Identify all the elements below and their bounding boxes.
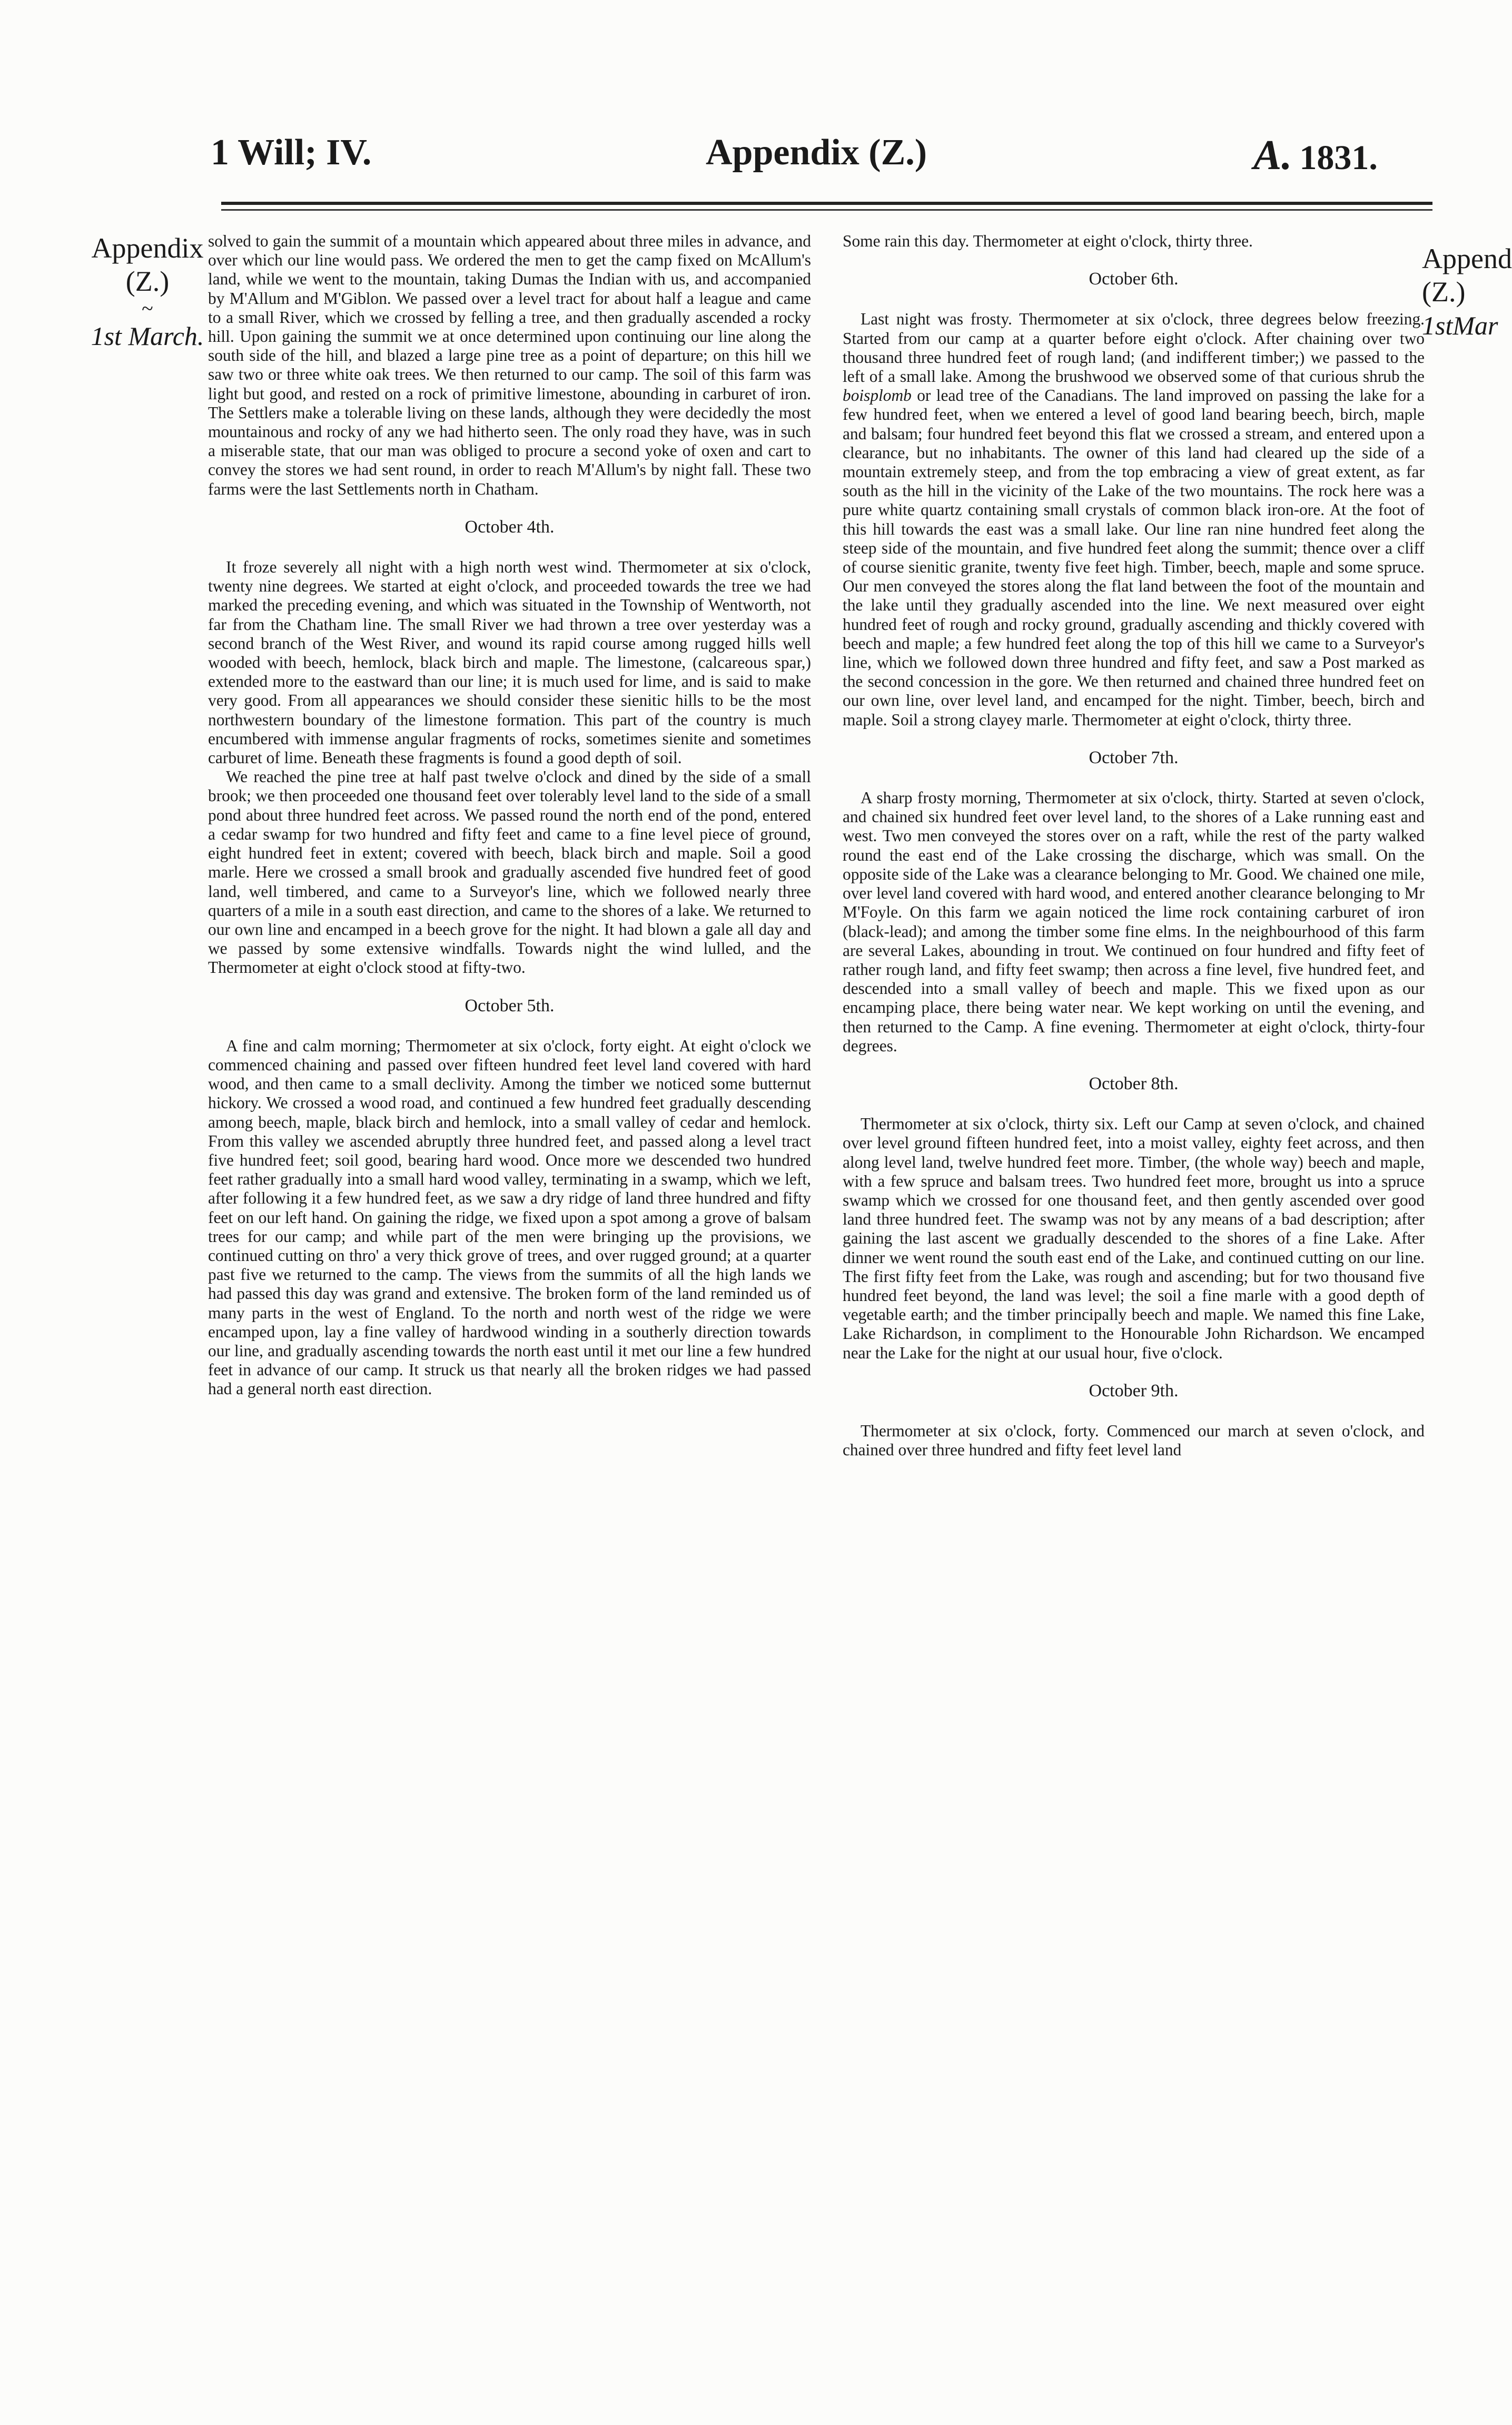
margin-appendix-label: Appendix	[91, 232, 204, 264]
header-year	[1253, 132, 1378, 180]
margin-right-appendix-label: Append	[1422, 243, 1512, 274]
right-paragraph-2	[843, 310, 1425, 729]
right-column	[843, 232, 1425, 1460]
italic-boisplomb: boisplomb	[843, 386, 912, 405]
heading-october-9th: October 9th.	[1089, 1381, 1179, 1401]
header-regnal-year: 1 Will; IV.	[211, 132, 372, 173]
right-paragraph-5: Thermometer at six o'clock, forty. Commenced our march at seven o'clock, and chained over three hundred and fifty feet level land	[843, 1421, 1425, 1460]
header-prefix: A.	[1253, 132, 1292, 179]
header-rule-thick	[221, 202, 1432, 205]
margin-note-right	[1422, 242, 1512, 342]
left-paragraph-4: A fine and calm morning; Thermometer at six o'clock, forty eight. At eight o'clock we commenced chaining and passed over fifteen hundred feet level land covered with hard wood, and then came to a small declivity. Among the timber we noticed some butternut hickory. We crossed a wood road, and continued a few hundred feet gradually descending among beech, maple, black birch and hemlock, into a small valley of cedar and hemlock. From this valley we ascended abruptly three hundred feet, and passed along a level tract five hundred feet; soil good, bearing hard wood. Once more we descended two hundred feet rather gradually into a small hard wood valley, terminating in a swamp, which we left, after following it a few hundred feet, as we saw a dry ridge of land three hundred and fifty feet on our left hand. On gaining the ridge, we fixed upon a spot among a grove of balsam trees for our camp; and while part of the men were bringing up the provisions, we continued cutting on thro' a very thick grove of trees, and over rugged ground; at a quarter past five we returned to the camp. The views from the summits of all the high lands we had passed this day was grand and extensive. The broken form of the land reminded us of many parts in the west of England. To the north and north west of the ridge we were encamped upon, lay a fine valley of hardwood winding in a southerly direction towards our line, and gradually ascending towards the north east until it met our line a few hundred feet in advance of our camp. It struck us that nearly all the broken ridges we had passed had a general north east direction.	[208, 1036, 811, 1398]
left-column	[208, 232, 811, 1399]
margin-date: 1st March.	[91, 321, 204, 351]
margin-right-appendix-letter: (Z.)	[1422, 276, 1466, 308]
header-year-number: 1831.	[1299, 139, 1378, 177]
right-paragraph-2-part-a: Last night was frosty. Thermometer at six o'clock, three degrees below freezing. Started from our camp at a quarter before eight o'clock. After chaining over two thousand three hundred feet of rough land; (and indifferent timber;) we passed to the left of a small lake. Among the brushwood we observed some of that curious shrub the	[843, 310, 1425, 386]
right-paragraph-4: Thermometer at six o'clock, thirty six. Left our Camp at seven o'clock, and chained over level ground fifteen hundred feet, into a moist valley, eighty feet across, and then along level land, twelve hundred feet more. Timber, (the whole way) beech and maple, with a few spruce and balsam trees. Two hundred feet more, brought us into a spruce swamp which we crossed for one thousand feet, and then gently ascended over good land three hundred feet. The swamp was not by any means of a bad description; after gaining the last ascent we gradually descended to the shores of a fine Lake. After dinner we went round the south east end of the Lake, and continued cutting on our line. The first fifty feet from the Lake, was rough and ascending; but for two thousand five hundred feet beyond, the land was level; the soil a fine marle with a good depth of vegetable earth; and the timber principally beech and maple. We named this fine Lake, Lake Richardson, in compliment to the Honourable John Richardson. We encamped near the Lake for the night at our usual hour, five o'clock.	[843, 1115, 1425, 1362]
running-header	[0, 132, 1477, 190]
margin-ornament: ~	[142, 297, 153, 320]
right-paragraph-3: A sharp frosty morning, Thermometer at six o'clock, thirty. Started at seven o'clock, and chained six hundred feet over level land, to the shores of a Lake running east and west. Two men conveyed the stores over on a raft, while the rest of the party walked round the east end of the Lake crossing the discharge, which was small. On the opposite side of the Lake was a clearance belonging to Mr. Good. We chained one mile, over level land covered with hard wood, and entered another clearance belonging to Mr M'Foyle. On this farm we again noticed the lime rock containing carburet of iron (black-lead); and among the timber some fine elms. In the neighbourhood of this farm are several Lakes, abounding in trout. We continued on four hundred and fifty feet of rather rough land, and fifty feet swamp; then across a fine level, five hundred feet, and descended into a small valley of beech and maple. This we fixed upon as our encamping place, there being water near. We kept working on until the evening, and then returned to the Camp. A fine evening. Thermometer at eight o'clock, thirty-four degrees.	[843, 788, 1425, 1055]
heading-october-4th: October 4th.	[465, 517, 555, 537]
margin-appendix-letter: (Z.)	[125, 265, 170, 297]
left-paragraph-1: solved to gain the summit of a mountain which appeared about three miles in advance, and over which our line would pass. We ordered the men to get the camp fixed on McAllum's land, while we went to the mountain, taking Dumas the Indian with us, and accompanied by M'Allum and M'Giblon. We passed over a level tract for about half a league and came to a small River, which we crossed by felling a tree, and then gradually ascended a rocky hill. Upon gaining the summit we at once determined upon continuing our line along the south side of the hill, and blazed a large pine tree as a point of departure; on this hill we saw two or three white oak trees. We then returned to our camp. The soil of this farm was light but good, and rested on a rock of primitive limestone, abounding in carburet of iron. The Settlers make a tolerable living on these lands, although they were decidedly the most mountainous and rocky of any we had hitherto seen. The only road they have, was in such a miserable state, that our man was obliged to procure a second yoke of oxen and cart to convey the stores we had sent round, in order to reach M'Allum's by night fall. These two farms were the last Settlements north in Chatham.	[208, 232, 811, 498]
header-appendix-title: Appendix (Z.)	[706, 132, 927, 173]
margin-right-date: 1stMar	[1422, 311, 1498, 340]
heading-october-5th: October 5th.	[465, 995, 555, 1016]
heading-october-7th: October 7th.	[1089, 747, 1179, 767]
heading-october-8th: October 8th.	[1089, 1073, 1179, 1093]
margin-note-left	[90, 232, 205, 353]
heading-october-6th: October 6th.	[1089, 269, 1179, 289]
right-paragraph-2-part-b: or lead tree of the Canadians. The land improved on passing the lake for a few hundred feet, when we entered a level of good land bearing beech, birch, maple and balsam; four hundred feet beyond this flat we crossed a stream, and entered upon a clearance, but no inhabitants. The owner of this land had cleared up the side of a mountain extremely steep, and from the top embracing a view of great extent, as far south as the hill in the vicinity of the Lake of the two mountains. The rock here was a pure white quartz containing small crystals of common black iron-ore. At the foot of this hill towards the east was a small lake. Our line ran nine hundred feet along the steep side of the mountain, and five hundred feet along the summit; thence over a cliff of course sienitic granite, twenty five feet high. Timber, beech, maple and some spruce. Our men conveyed the stores along the flat land between the foot of the mountain and the lake until they gradually ascended into the line. We next measured over eight hundred feet of rough and rocky ground, gradually ascending and thickly covered with beech and maple; a few hundred feet along the top of this hill we came to a Surveyor's line, which we followed down three hundred and fifty feet, and saw a Post marked as the second concession in the gore. We then returned and chained three hundred feet on our own line, over level land, and encamped for the night. Timber, beech, birch and maple. Soil a strong clayey marle. Thermometer at eight o'clock, thirty three.	[843, 386, 1425, 729]
right-paragraph-1: Some rain this day. Thermometer at eight o'clock, thirty three.	[843, 232, 1253, 250]
left-paragraph-3: We reached the pine tree at half past twelve o'clock and dined by the side of a small brook; we then proceeded one thousand feet over tolerably level land to the side of a small pond about three hundred feet across. We passed round the north end of the pond, entered a cedar swamp for two hundred and fifty feet and came to a fine level piece of ground, eight hundred feet in extent; covered with beech, black birch and maple. Soil a good marle. Here we crossed a small brook and gradually ascended five hundred feet of good land, well timbered, and came to a Surveyor's line, which we followed nearly three quarters of a mile in a south east direction, and came to the shores of a lake. We returned to our own line and encamped in a beech grove for the night. It had blown a gale all day and we passed by some extensive windfalls. Towards night the wind lulled, and the Thermometer at eight o'clock stood at fifty-two.	[208, 767, 811, 977]
header-rule-thin	[221, 209, 1432, 211]
left-paragraph-2: It froze severely all night with a high north west wind. Thermometer at six o'clock, twenty nine degrees. We started at eight o'clock, and proceeded towards the tree we had marked the preceding evening, and which was situated in the Township of Wentworth, not far from the Chatham line. The small River we had thrown a tree over yesterday was a second branch of the West River, and wound its rapid course among rugged hills well wooded with beech, hemlock, black birch and maple. The limestone, (calcareous spar,) extended more to the eastward than our line; it is much used for lime, and is said to make very good. From all appearances we should consider these sienitic hills to be the most northwestern boundary of the limestone formation. This part of the country is much encumbered with immense angular fragments of rocks, sometimes sienite and sometimes carburet of lime. Beneath these fragments is found a good depth of soil.	[208, 558, 811, 767]
